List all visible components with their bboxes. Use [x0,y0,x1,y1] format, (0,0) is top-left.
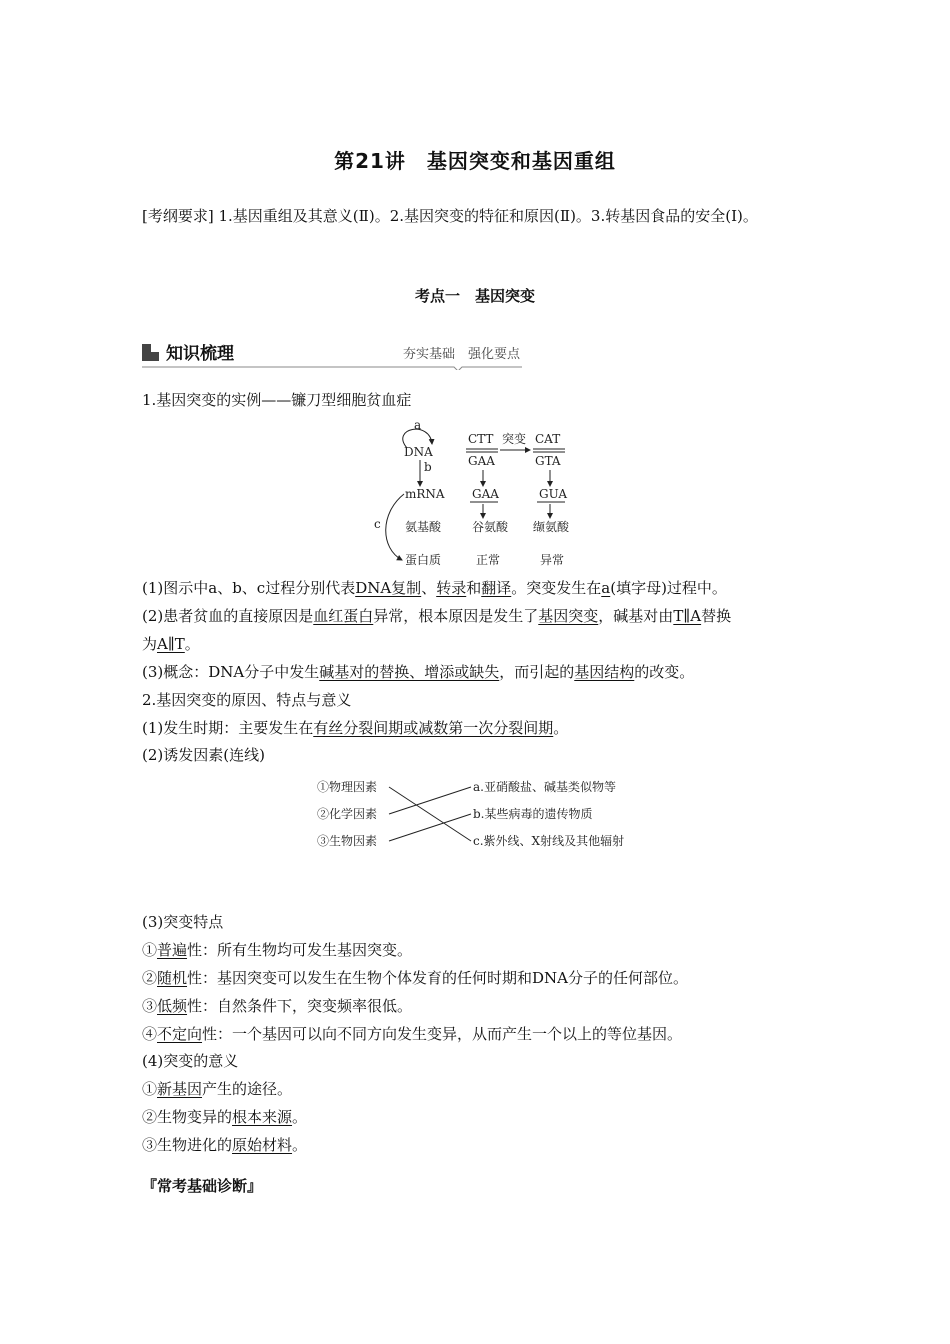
significance-1: ①新基因产生的途径。 [142,1080,293,1098]
feature-1: ①普遍性：所有生物均可发生基因突变。 [142,941,413,959]
banner-underline [142,338,522,370]
match-line-2a [389,787,471,814]
label-b: b [424,460,432,474]
answer-gene-structure: 基因结构 [574,663,635,681]
translation-arrow [386,494,404,560]
significance-title: (4)突变的意义 [142,1052,239,1070]
col1-status: 正常 [476,553,501,567]
question-2-cont: 为A∥T。 [142,635,200,653]
footer-tag: 『常考基础诊断』 [142,1177,263,1195]
mutation-diagram [370,418,590,573]
significance-3: ③生物进化的原始材料。 [142,1136,308,1154]
significance-2: ②生物变异的根本来源。 [142,1108,308,1126]
match-line-1c [389,787,471,841]
answer-at: A∥T [157,635,185,653]
feature-3: ③低频性：自然条件下，突变频率很低。 [142,997,413,1015]
answer-random: 随机 [157,969,188,987]
right-item-b: b.某些病毒的遗传物质 [473,807,593,821]
match-line-3b [389,814,471,841]
question-1: (1)图示中a、b、c过程分别代表DNA复制、转录和翻译。突变发生在a(填字母)过程中。 [142,579,727,597]
col1-top: CTT [468,432,494,446]
label-mrna: mRNA [405,487,445,501]
answer-gene-mutation: 基因突变 [538,607,599,625]
col1-amino: 谷氨酸 [472,520,509,534]
answer-process-a: a [601,579,611,597]
banner-right-text: 夯实基础 强化要点 [402,347,520,362]
question-3: (3)概念：DNA分子中发生碱基对的替换、增添或缺失，而引起的基因结构的改变。 [142,663,695,681]
answer-base-pair-change: 碱基对的替换、增添或缺失 [319,663,500,681]
section-title: 考点一 基因突变 [414,287,535,305]
question-5: (2)诱发因素(连线) [142,746,265,764]
answer-ta: T∥A [673,607,702,625]
features-title: (3)突变特点 [142,913,224,931]
answer-root-source: 根本来源 [232,1108,293,1126]
answer-translation: 翻译 [481,579,512,597]
label-c: c [374,517,381,531]
left-item-1: ①物理因素 [317,780,378,794]
col2-bottom: GTA [535,454,561,468]
question-2: (2)患者贫血的直接原因是血红蛋白异常，根本原因是发生了基因突变，碱基对由T∥A替换 [142,607,732,625]
feature-2: ②随机性：基因突变可以发生在生物个体发育的任何时期和DNA分子的任何部位。 [142,969,689,987]
answer-universal: 普遍 [157,941,188,959]
label-a: a [414,418,422,432]
matching-diagram [315,773,655,855]
label-amino: 氨基酸 [405,520,442,534]
col1-bottom: GAA [468,454,495,468]
answer-interphase: 有丝分裂间期或减数第一次分裂间期 [313,719,554,737]
left-item-2: ②化学因素 [317,807,378,821]
answer-low-frequency: 低频 [157,997,188,1015]
answer-undirected: 不定向 [157,1025,203,1043]
feature-4: ④不定向性：一个基因可以向不同方向发生变异，从而产生一个以上的等位基因。 [142,1025,683,1043]
knowledge-banner [142,338,522,370]
item1-title: 1.基因突变的实例——镰刀型细胞贫血症 [142,391,412,409]
label-dna: DNA [404,445,433,459]
answer-raw-material: 原始材料 [232,1136,293,1154]
page-title: 第21讲 基因突变和基因重组 [334,149,616,173]
mutation-label: 突变 [502,432,527,446]
label-protein: 蛋白质 [405,553,442,567]
syllabus-paragraph [142,202,814,230]
banner-label: 知识梳理 [166,344,234,364]
syllabus-text: 1.基因重组及其意义(Ⅱ)。2.基因突变的特征和原因(Ⅱ)。3.转基因食品的安全(Ⅰ)。 [218,207,758,225]
answer-new-gene: 新基因 [157,1080,203,1098]
col2-amino: 缬氨酸 [533,520,570,534]
item2-title: 2.基因突变的原因、特点与意义 [142,691,352,709]
right-item-a: a.亚硝酸盐、碱基类似物等 [473,780,616,794]
left-item-3: ③生物因素 [317,834,378,848]
answer-transcription: 转录 [436,579,467,597]
col2-top: CAT [535,432,561,446]
col2-status: 异常 [540,553,565,567]
syllabus-tag: [考纲要求] [142,207,214,225]
question-4: (1)发生时期：主要发生在有丝分裂间期或减数第一次分裂间期。 [142,719,569,737]
col2-mrna: GUA [539,487,567,501]
right-item-c: c.紫外线、X射线及其他辐射 [473,834,625,848]
col1-mrna: GAA [472,487,499,501]
answer-hemoglobin: 血红蛋白 [313,607,374,625]
answer-dna-replication: DNA复制 [355,579,422,597]
